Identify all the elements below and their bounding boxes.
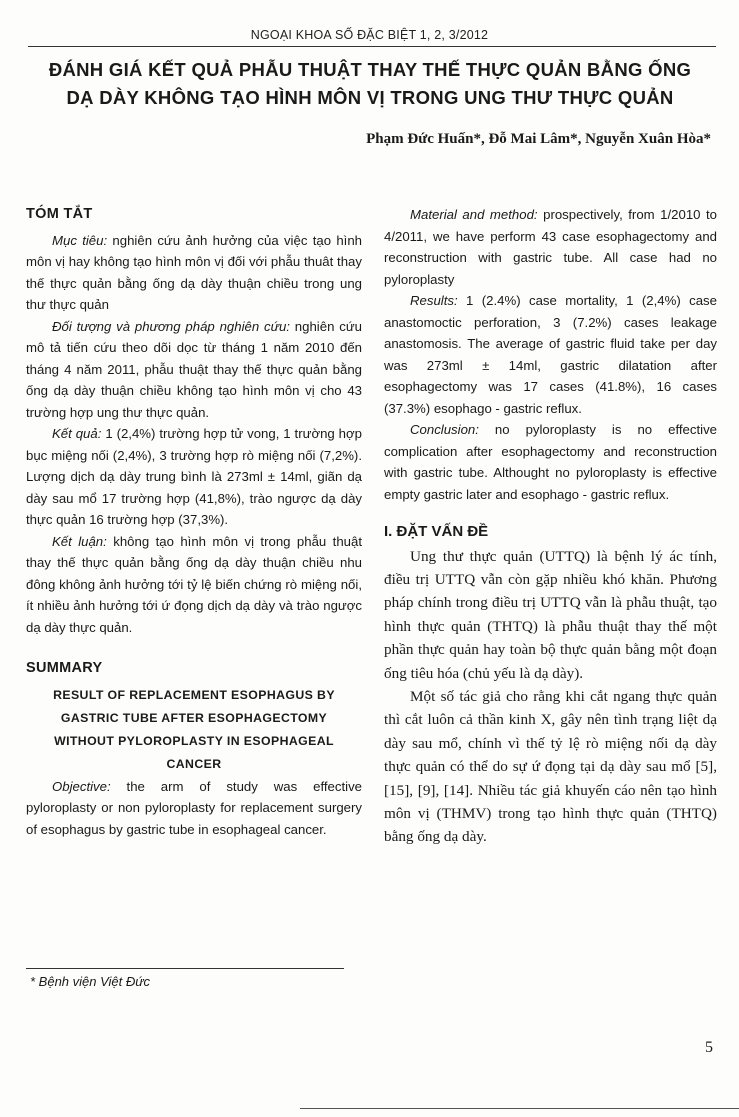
authors: Phạm Đức Huấn*, Đỗ Mai Lâm*, Nguyễn Xuân Hòa*	[366, 131, 711, 147]
tomtat-heading: TÓM TẮT	[26, 206, 93, 222]
intro-paragraph-2: Một số tác giả cho rằng khi cắt ngang thực quản thì cắt luôn cả thần kinh X, gây nên tình trạng liệt dạ dày sau mổ, chính vì thế tỷ lệ rò miệng nối dạ dày thực quản có thể do sự ứ đọng tại dạ dày sau mổ [5], [15], [9], [14]. Nhiều tác giả khuyến cáo nên tạo hình môn vị (THMV) trong tạo hình thực quản (THTQ) bằng ống dạ dày.	[384, 687, 717, 846]
summary-title: RESULT OF REPLACEMENT ESOPHAGUS BY GASTRIC TUBE AFTER ESOPHAGECTOMY WITHOUT PYLOROPLASTY IN ESOPHAGEAL CANCER	[53, 687, 335, 771]
intro-heading: I. ĐẶT VẤN ĐỀ	[384, 523, 489, 540]
ket-qua-label: Kết quả:	[52, 426, 102, 441]
results-text: 1 (2.4%) case mortality, 1 (2,4%) case anastomoctic perforation, 3 (7.2%) cases leakage anastomosis. The average of gastric fluid take per day was 273ml ± 14ml, gastric dilatation after esophagectomy was 17 cases (41.8%), 16 cases (37.3%) esophago - gastric reflux.	[384, 293, 717, 416]
doi-tuong-text: nghiên cứu mô tả tiến cứu theo dõi dọc từ tháng 1 năm 2010 đến tháng 4 năm 2011, phẫu thuật thay thế thực quản bằng ống dạ dày thuận chiều không tạo hình môn vị cho 43 trường hợp ung thư thực quản.	[26, 318, 363, 420]
tomtat-ket-luan	[26, 531, 362, 639]
title-line-2: DẠ DÀY KHÔNG TẠO HÌNH MÔN VỊ TRONG UNG THƯ THỰC QUẢN	[66, 87, 674, 108]
muc-tieu-label: Mục tiêu:	[52, 232, 108, 248]
left-column	[26, 204, 362, 840]
footnote: * Bệnh viện Việt Đức	[30, 974, 151, 989]
summary-conclusion	[384, 419, 717, 505]
summary-results	[384, 290, 717, 419]
running-head: NGOẠI KHOA SỐ ĐẶC BIỆT 1, 2, 3/2012	[250, 28, 489, 42]
section-gap	[26, 638, 362, 658]
right-column	[384, 204, 717, 849]
page-number: 5	[705, 1039, 713, 1056]
ket-qua-text: 1 (2,4%) trường hợp tử vong, 1 trường hợp bục miệng nối (2,4%), 3 trường hợp rò miệng nối (7,2%). Lượng dịch dạ dày trung bình là 273ml ± 14ml, giãn dạ dày sau mổ 17 trường hợp (41,8%), trào ngược dạ dày thực quản 16 trường hợp (37,3%).	[26, 426, 362, 527]
title-line-1: ĐÁNH GIÁ KẾT QUẢ PHẪU THUẬT THAY THẾ THỰC QUẢN BẰNG ỐNG	[48, 59, 692, 80]
muc-tieu-text: nghiên cứu ảnh hưởng của việc tạo hình môn vị hay không tạo hình môn vị đối với phẫu thuât thay thế thực quản bằng ống dạ dày thuận chiều trong ung thư thực quản	[26, 232, 362, 312]
conclusion-label: Conclusion:	[410, 422, 479, 437]
objective-text: the arm of study was effective pyloroplasty or non pyloroplasty for replacement surgery of esophagus by gastric tube in esophageal cancer.	[26, 778, 362, 837]
footnote-rule	[26, 968, 344, 969]
summary-objective	[26, 776, 362, 841]
doi-tuong-label: Đối tượng và phương pháp nghiên cứu:	[52, 318, 290, 334]
summary-method	[384, 204, 717, 290]
objective-label: Objective:	[52, 778, 111, 794]
tomtat-doi-tuong	[26, 316, 362, 424]
tomtat-muc-tieu	[26, 230, 362, 316]
ket-luan-label: Kết luận:	[52, 533, 107, 549]
bottom-rule	[300, 1108, 739, 1109]
summary-heading: SUMMARY	[26, 660, 103, 676]
ket-luan-text: không tạo hình môn vị trong phẫu thuật thay thế thực quản bằng ống dạ dày thuận chiều nhu đông không ảnh hưởng tới tỷ lệ biến chứng rò miệng nối, ít nhiều ảnh hưởng tới ứ đọng dịch dạ dày và trào ngược dạ dày thực quản.	[26, 533, 362, 635]
intro-paragraph-1: Ung thư thực quản (UTTQ) là bệnh lý ác tính, điều trị UTTQ vẫn còn gặp nhiều khó khăn. Phương pháp chính trong điều trị UTTQ vẫn là phẫu thuật, tạo hình thực quản (THTQ) là phẫu thuật thay thế một phần thực quản hay toàn bộ thực quản bằng một đoạn ống tiêu hóa (chủ yếu là dạ dày).	[384, 547, 717, 682]
conclusion-text: no pyloroplasty is no effective complication after esophagectomy and reconstruction with gastric tube. Althought no pyloroplasty is effective empty gastric later and esophago - gastric reflux.	[384, 422, 717, 502]
article-title	[20, 56, 720, 112]
method-label: Material and method:	[410, 207, 538, 222]
method-text: prospectively, from 1/2010 to 4/2011, we have perform 43 case esophagectomy and reconstruction with gastric tube. All case had no pyloroplasty	[384, 207, 717, 287]
header-rule	[28, 46, 716, 47]
results-label: Results:	[410, 293, 458, 308]
tomtat-ket-qua	[26, 423, 362, 531]
